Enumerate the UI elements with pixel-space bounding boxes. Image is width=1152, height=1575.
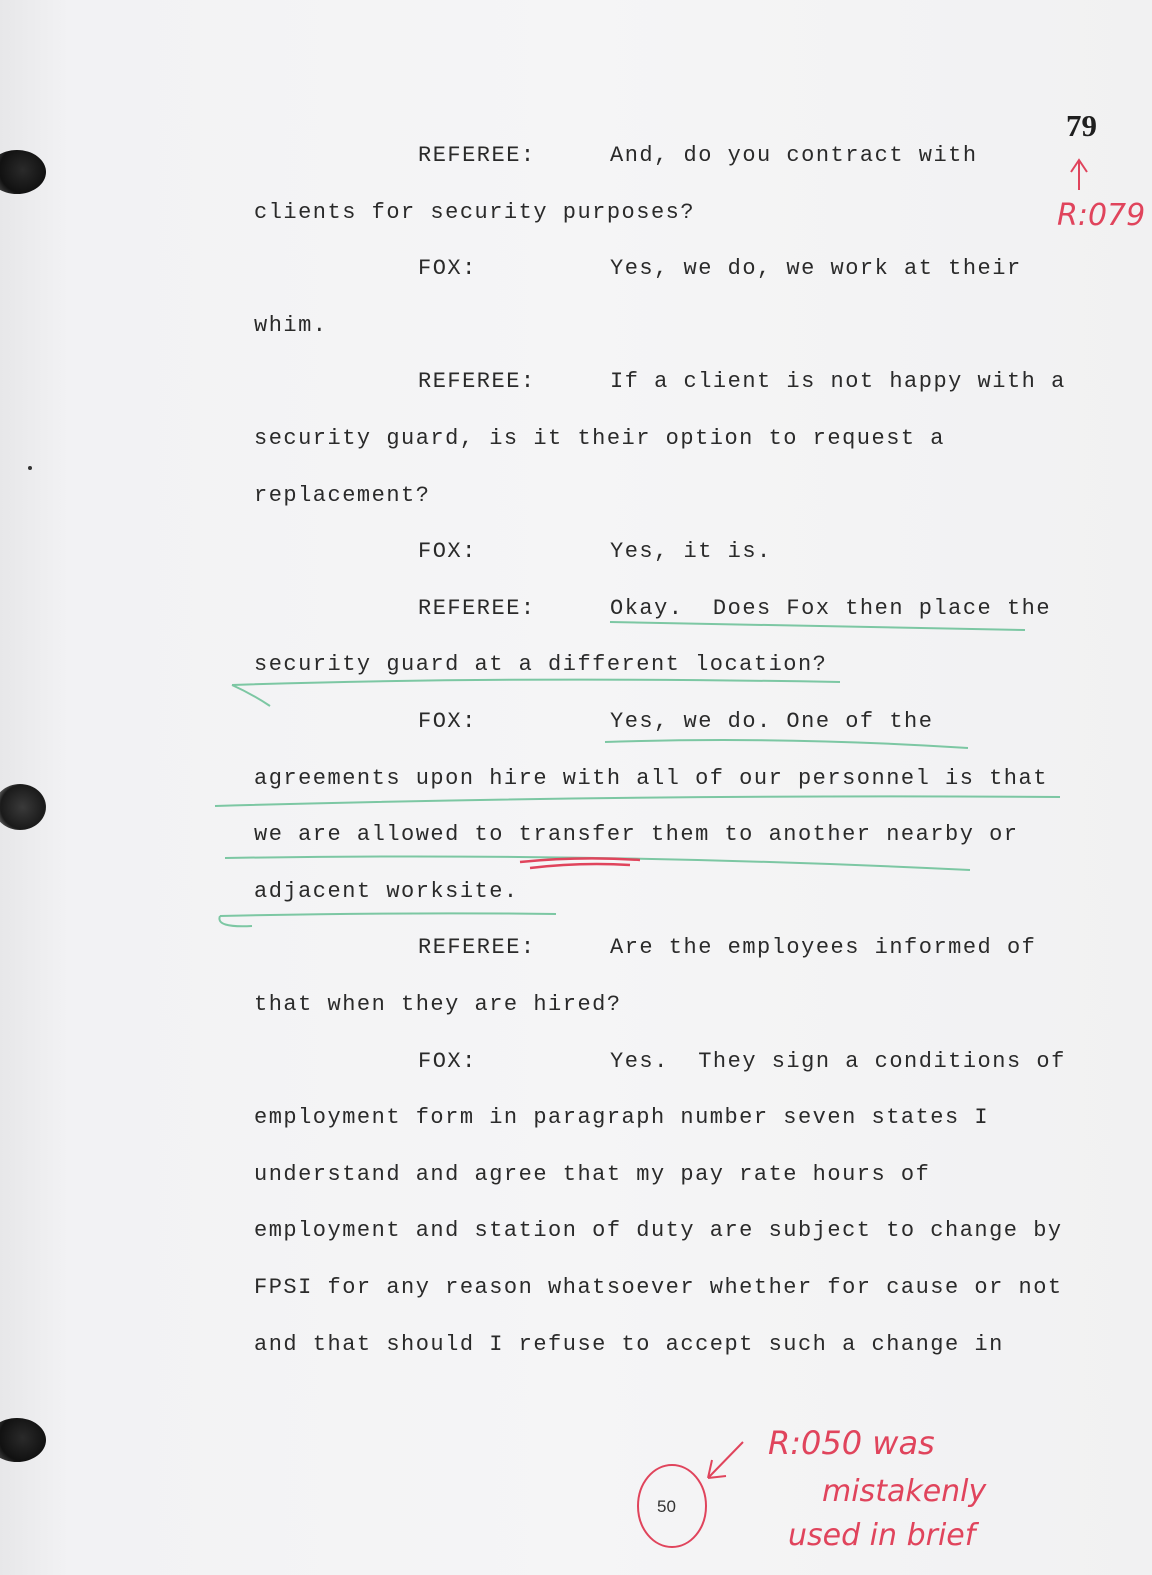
speech-text: Are the employees informed of: [610, 935, 1037, 961]
green-underline: [610, 622, 1025, 630]
margin-note-bottom-line-1: R:050 was: [768, 1424, 935, 1462]
binder-hole-top: [0, 150, 46, 194]
speaker-label: FOX:: [418, 709, 477, 734]
speech-text: If a client is not happy with a: [610, 369, 1066, 395]
speaker-label: FOX:: [418, 256, 477, 282]
arrow-up-icon: [1071, 160, 1087, 190]
arrow-icon: [708, 1442, 743, 1478]
speech-text: Yes, we do, we work at their: [610, 256, 1022, 282]
speech-text: security guard at a different location?: [254, 652, 828, 678]
speech-text: agreements upon hire with all of our personnel is that: [254, 765, 1048, 791]
green-underline: [605, 740, 968, 748]
margin-note-top: R:079: [1057, 198, 1146, 233]
speech-text: replacement?: [254, 482, 431, 508]
speaker-label: FOX:: [418, 1048, 477, 1074]
green-underline: [232, 680, 840, 706]
green-underline: [225, 857, 970, 871]
speech-text: clients for security purposes?: [254, 199, 696, 225]
speech-text: and that should I refuse to accept such a change in: [254, 1331, 1004, 1357]
speaker-label: REFEREE:: [418, 595, 536, 621]
green-underline: [219, 913, 556, 926]
speaker-label: FOX:: [418, 539, 477, 565]
speech-text: Okay. Does Fox then place the: [610, 595, 1052, 621]
green-underline: [215, 796, 1060, 806]
speck: [28, 466, 32, 470]
speech-text: And, do you contract with: [610, 143, 978, 168]
speech-text: we are allowed to transfer them to another nearby or: [254, 822, 1019, 848]
red-underline: [520, 858, 640, 868]
speech-text: whim.: [254, 312, 328, 338]
speech-text: understand and agree that my pay rate hours of: [254, 1161, 931, 1187]
footer-page-number: 50: [657, 1497, 676, 1516]
margin-note-bottom-line-2: mistakenly: [822, 1474, 987, 1509]
speech-text: employment and station of duty are subject to change by: [254, 1218, 1063, 1244]
page-number: 79: [1066, 108, 1097, 143]
speaker-label: REFEREE:: [418, 143, 536, 168]
speaker-label: REFEREE:: [418, 935, 536, 961]
speech-text: that when they are hired?: [254, 992, 622, 1017]
speaker-label: REFEREE:: [418, 369, 536, 395]
speech-text: adjacent worksite.: [254, 878, 519, 904]
speech-text: employment form in paragraph number seven states I: [254, 1105, 990, 1131]
speech-text: Yes. They sign a conditions of: [610, 1048, 1066, 1074]
speech-text: Yes, it is.: [610, 539, 772, 565]
speech-text: FPSI for any reason whatsoever whether for cause or not: [254, 1275, 1063, 1300]
speech-text: security guard, is it their option to request a: [254, 426, 946, 451]
binder-hole-middle: [0, 784, 46, 830]
speech-text: Yes, we do. One of the: [610, 709, 934, 734]
binder-hole-bottom: [0, 1418, 46, 1462]
margin-note-bottom-line-3: used in brief: [788, 1518, 976, 1553]
